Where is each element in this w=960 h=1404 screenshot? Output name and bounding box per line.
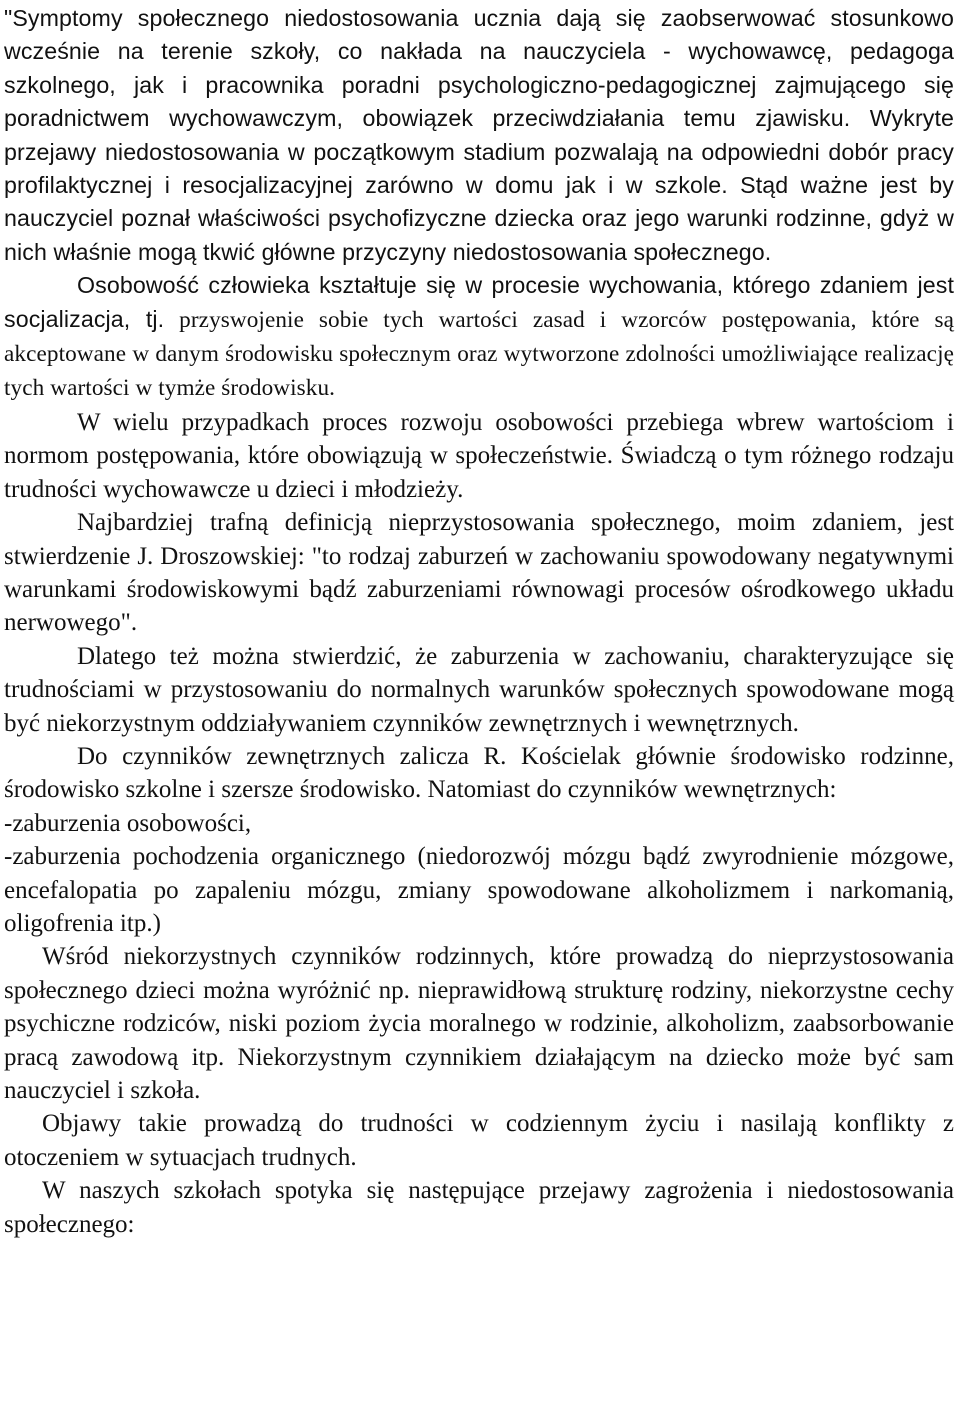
list-item-organic-disorders: -zaburzenia pochodzenia organicznego (niedorozwój mózgu bądź zwyrodnienie mózgowe, encefalopatia po zapaleniu mózgu, zmiany spowodowane alkoholizmem i narkomanią, oligofrenia itp.)	[4, 843, 954, 937]
paragraph-personality	[4, 269, 954, 406]
paragraph-definition: Najbardziej trafną definicją nieprzystosowania społecznego, moim zdaniem, jest stwierdzenie J. Droszowskiej: "to rodzaj zaburzeń w zachowaniu spowodowany negatywnymi warunkami środowiskowymi bądź zaburzeniami równowagi procesów ośrodkowego układu nerwowego".	[4, 509, 954, 637]
paragraph-conclusion: Dlatego też można stwierdzić, że zaburzenia w zachowaniu, charakteryzujące się trudnościami w przystosowaniu do normalnych warunków społecznych spowodowane mogą być niekorzystnym oddziaływaniem czynników zewnętrznych i wewnętrznych.	[4, 642, 954, 737]
paragraph-schools-intro: W naszych szkołach spotyka się następujące przejawy zagrożenia i niedostosowania społecznego:	[4, 1177, 954, 1238]
paragraph-personality-serif-part: przyswojenie sobie tych wartości zasad i wzorców postępowania, które są akceptowane w danym środowisku społecznym oraz wytworzone zdolności umożliwiające realizację tych wartości w tymże środowisku.	[4, 306, 955, 402]
paragraph-personality-sans-part: Osobowość człowieka kształtuje się w procesie wychowania, którego zdaniem jest socjalizacja, tj.	[4, 272, 954, 332]
paragraph-factors: Do czynników zewnętrznych zalicza R. Kościelak głównie środowisko rodzinne, środowisko szkolne i szersze środowisko. Natomiast do czynników wewnętrznych:	[4, 742, 954, 804]
paragraph-symptoms-conflicts: Objawy takie prowadzą do trudności w codziennym życiu i nasilają konflikty z otoczeniem w sytuacjach trudnych.	[4, 1110, 954, 1171]
paragraph-family-factors: Wśród niekorzystnych czynników rodzinnych, które prowadzą do nieprzystosowania społecznego dzieci można wyróżnić np. nieprawidłową strukturę rodziny, niekorzystne cechy psychiczne rodziców, niski poziom życia moralnego w rodzinie, alkoholizm, zaabsorbowanie pracą zawodową itp. Niekorzystnym czynnikiem działającym na dziecko może być sam nauczyciel i szkoła.	[4, 943, 954, 1104]
list-item-personality-disorders: -zaburzenia osobowości,	[4, 809, 252, 837]
paragraph-development: W wielu przypadkach proces rozwoju osobowości przebiega wbrew wartościom i normom postępowania, które obowiązują w społeczeństwie. Świadczą o tym różnego rodzaju trudności wychowawcze u dzieci i młodzieży.	[4, 408, 954, 503]
paragraph-symptoms: "Symptomy społecznego niedostosowania ucznia dają się zaobserwować stosunkowo wcześnie na terenie szkoły, co nakłada na nauczyciela - wychowawcę, pedagoga szkolnego, jak i pracownika poradni psychologiczno-pedagogicznej zajmującego się poradnictwem wychowawczym, obowiązek przeciwdziałania temu zjawisku. Wykryte przejawy niedostosowania w początkowym stadium pozwalają na odpowiedni dobór pracy profilaktycznej i resocjalizacyjnej zarówno w domu jak i w szkole. Stąd ważne jest by nauczyciel poznał właściwości psychofizyczne dziecka oraz jego warunki rodzinne, gdyż w nich właśnie mogą tkwić główne przyczyny niedostosowania społecznego.	[4, 5, 954, 265]
